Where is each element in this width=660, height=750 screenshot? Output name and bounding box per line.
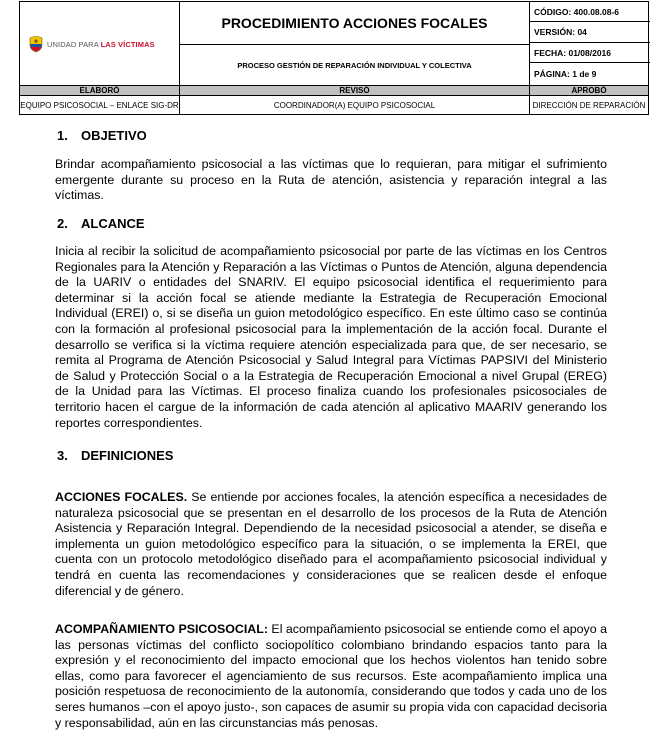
elaboro-value: EQUIPO PSICOSOCIAL – ENLACE SIG-DR xyxy=(20,95,180,115)
definition-text: El acompañamiento psicosocial se entiende como el apoyo a las personas víctimas del conflicto sociopolítico colombiano brindando espacios tanto para la expresión y el reconocimiento del impacto emocional que los hechos violentos han tenido sobre ellas, como para favorecer el agenciamiento de sus recursos. Este acompañamiento implica una posición respetuosa de reconocimiento de la autonomía, considerando que todos y cada uno de los seres humanos –con el apoyo justo-, son capaces de asumir su propia vida con capacidad decisoria y responsabilidad, aún en las circunstancias más penosas. xyxy=(55,622,607,730)
section-title: ALCANCE xyxy=(81,216,145,231)
definition-term: ACCIONES FOCALES. xyxy=(55,490,188,504)
pagina-field: PÁGINA: 1 de 9 xyxy=(534,69,597,79)
logo-cell xyxy=(20,2,180,85)
reviso-header: REVISÓ xyxy=(180,86,530,95)
version-field: VERSIÓN: 04 xyxy=(530,22,650,43)
section-heading-definiciones xyxy=(57,448,173,463)
section-heading-alcance xyxy=(57,216,145,231)
objetivo-paragraph: Brindar acompañamiento psicosocial a las víctimas que lo requieran, para mitigar el sufrimiento emergente durante su proceso en la Ruta de atención, asistencia y reparación integral a las víctimas. xyxy=(55,157,607,203)
section-number: 1. xyxy=(57,128,68,143)
aprobo-header: APROBÓ xyxy=(571,86,607,95)
unidad-victimas-logo xyxy=(28,35,155,53)
section-title: OBJETIVO xyxy=(81,128,147,143)
coat-of-arms-icon xyxy=(28,35,44,53)
section-title: DEFINICIONES xyxy=(81,448,174,463)
definition-acciones-focales xyxy=(55,490,607,599)
elaboro-header: ELABORÓ xyxy=(20,86,180,95)
codigo-field: CÓDIGO: 400.08.08-6 xyxy=(530,2,650,22)
definition-acompanamiento-psicosocial xyxy=(55,622,607,731)
logo-text xyxy=(47,40,155,49)
reviso-value: COORDINADOR(A) EQUIPO PSICOSOCIAL xyxy=(180,95,530,115)
alcance-paragraph: Inicia al recibir la solicitud de acompañamiento psicosocial por parte de las víctimas en los Centros Regionales para la Atención y Reparación a las Víctimas o Puntos de Atención, alguna dependencia de la UARIV o entidades del SNARIV. El equipo psicosocial identifica el requerimiento para determinar si la acción focal se atiende mediante la Estrategia de Recuperación Emocional Individual (EREI) o, si se diseña un guion metodológico específico. En este último caso se continúa con la formación al profesional psicosocial para la implementación de la acción focal. Durante el desarrollo se verifica si la víctima requiere atención especializada para que, de ser necesario, se remita al Programa de Atención Psicosocial y Salud Integral para Víctimas PAPSIVI del Ministerio de Salud y Protección Social o a la Estrategia de Recuperación Emocional a nivel Grupal (EREG) de la Unidad para las Víctimas. El proceso finaliza cuando los profesionales psicosociales de territorio hacen el cargue de la información de cada atención al aplicativo MAARIV generando los reportes correspondientes. xyxy=(55,244,607,430)
aprobo-value: DIRECCIÓN DE REPARACIÓN xyxy=(532,100,646,110)
process-name: PROCESO GESTIÓN DE REPARACIÓN INDIVIDUAL Y COLECTIVA xyxy=(180,45,530,85)
section-number: 3. xyxy=(57,448,68,463)
definition-text: Se entiende por acciones focales, la atención específica a necesidades de naturaleza psicosocial que se presentan en el desarrollo de los procesos de la Ruta de Atención Asistencia y Reparación Integral. Dependiendo de la necesidad psicosocial a atender, se diseña e implementa un guion metodológico específico para la situación, o se implementa la EREI, que cuenta con un protocolo metodológico diseñado para el acompañamiento psicosocial individual y tendrá en cuenta las recomendaciones y consideraciones que se realicen desde el enfoque diferencial y de género. xyxy=(55,490,607,598)
fecha-field: FECHA: 01/08/2016 xyxy=(530,43,650,63)
document-header-table xyxy=(19,1,649,115)
section-number: 2. xyxy=(57,216,68,231)
logo-text-red: LAS VÍCTIMAS xyxy=(100,39,155,49)
section-heading-objetivo xyxy=(57,128,147,143)
logo-text-gray: UNIDAD PARA xyxy=(47,39,101,49)
approval-values-row xyxy=(20,95,648,115)
definition-term: ACOMPAÑAMIENTO PSICOSOCIAL: xyxy=(55,622,268,636)
document-title: PROCEDIMIENTO ACCIONES FOCALES xyxy=(180,2,530,45)
